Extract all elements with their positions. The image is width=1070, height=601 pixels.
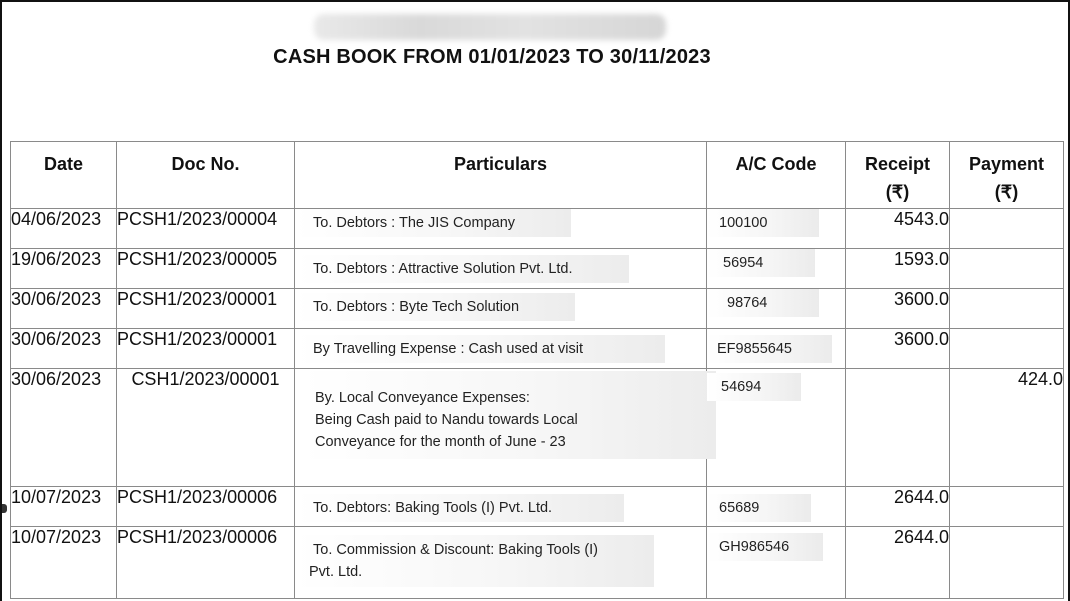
cell-receipt: 2644.0 [846,487,950,527]
table-row [11,249,1064,289]
table-row [11,527,1064,599]
cell-date: 10/07/2023 [11,487,117,527]
cell-receipt [846,369,950,487]
cell-particulars [295,527,707,599]
cell-payment [950,249,1064,289]
cell-payment [950,289,1064,329]
cell-date: 04/06/2023 [11,209,117,249]
receipt-header-label: Receipt [864,154,931,174]
table-header-row [11,142,1064,209]
cell-doc-no: PCSH1/2023/00001 [117,329,295,369]
payment-header-label: Payment [968,154,1045,174]
cell-ac-code [707,289,846,329]
cell-particulars [295,249,707,289]
cell-date: 30/06/2023 [11,329,117,369]
ac-code-text: 98764 [707,289,819,317]
cell-ac-code [707,249,846,289]
cell-receipt: 2644.0 [846,527,950,599]
particulars-line: To. Commission & Discount: Baking Tools (I) [313,542,599,558]
cell-particulars [295,209,707,249]
cell-doc-no: PCSH1/2023/00004 [117,209,295,249]
particulars-line: By. Local Conveyance Expenses: [315,390,530,406]
cell-date: 19/06/2023 [11,249,117,289]
ac-code-text: 65689 [707,494,811,522]
cell-doc-no: PCSH1/2023/00006 [117,487,295,527]
cell-receipt: 4543.0 [846,209,950,249]
particulars-line: Pvt. Ltd. [309,564,363,580]
ac-code-text: EF9855645 [707,335,832,363]
ac-code-text: 100100 [707,209,819,237]
cell-particulars [295,487,707,527]
particulars-text: To. Debtors: Baking Tools (I) Pvt. Ltd. [295,494,624,522]
payment-header-currency: (₹) [994,182,1019,202]
cell-particulars [295,369,707,487]
cell-particulars [295,329,707,369]
cell-receipt: 3600.0 [846,329,950,369]
ac-code-text: GH986546 [707,533,823,561]
column-header-doc-no: Doc No. [117,142,295,209]
column-header-date: Date [11,142,117,209]
cell-ac-code [707,487,846,527]
cell-date: 30/06/2023 [11,289,117,329]
cell-ac-code [707,527,846,599]
table-row [11,487,1064,527]
cell-doc-no: PCSH1/2023/00005 [117,249,295,289]
particulars-line: Being Cash paid to Nandu towards Local [315,412,578,428]
cell-payment [950,329,1064,369]
scroll-edge-marker [2,504,7,513]
company-name-redacted [314,14,666,40]
cell-date: 30/06/2023 [11,369,117,487]
cell-date: 10/07/2023 [11,527,117,599]
cell-payment [950,527,1064,599]
cell-particulars [295,289,707,329]
particulars-text: To. Debtors : The JIS Company [295,209,571,237]
table-row [11,289,1064,329]
cell-payment [950,209,1064,249]
cell-doc-no: CSH1/2023/00001 [117,369,295,487]
cell-ac-code [707,209,846,249]
column-header-ac-code: A/C Code [707,142,846,209]
table-row [11,369,1064,487]
report-title: CASH BOOK FROM 01/01/2023 TO 30/11/2023 [273,46,711,68]
ac-code-text: 56954 [707,249,815,277]
cell-doc-no: PCSH1/2023/00006 [117,527,295,599]
cell-payment [950,487,1064,527]
particulars-line: Conveyance for the month of June - 23 [315,434,566,450]
column-header-receipt [846,142,950,209]
particulars-text: To. Debtors : Attractive Solution Pvt. Ltd. [295,255,629,283]
column-header-particulars: Particulars [295,142,707,209]
particulars-text: To. Debtors : Byte Tech Solution [295,293,575,321]
cell-doc-no: PCSH1/2023/00001 [117,289,295,329]
particulars-text-multiline [301,371,716,459]
receipt-header-currency: (₹) [885,182,910,202]
table-row [11,329,1064,369]
cell-receipt: 1593.0 [846,249,950,289]
cell-ac-code [707,329,846,369]
cash-book-table [10,141,1064,599]
particulars-text: By Travelling Expense : Cash used at visit [295,335,665,363]
cell-payment: 424.0 [950,369,1064,487]
column-header-payment [950,142,1064,209]
table-row [11,209,1064,249]
cell-receipt: 3600.0 [846,289,950,329]
ac-code-text: 54694 [707,373,801,401]
particulars-text-multiline [295,535,654,587]
cell-ac-code [707,369,846,487]
